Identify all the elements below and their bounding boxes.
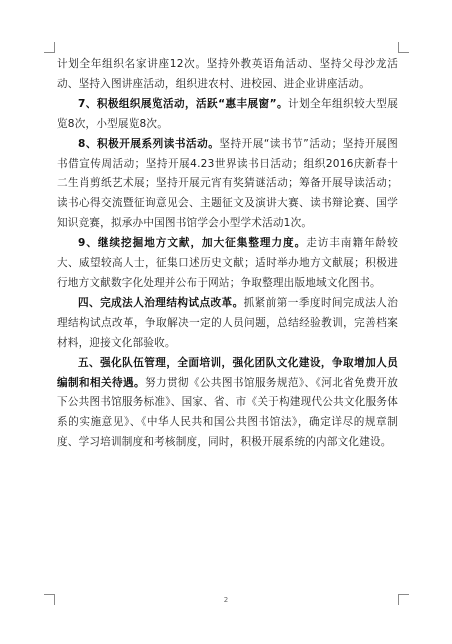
- paragraph-local-documents: [57, 234, 398, 294]
- paragraph-text: 走访丰南籍年龄较大、威望较高人士，征集口述历史文献；适时举办地方文献展；积极进行地方文献数字化处理并公布于网站；争取整理出版地域文化图书。: [57, 237, 398, 289]
- document-body: [57, 55, 398, 453]
- paragraph-text: 坚持开展“读书节”活动；坚持开展图书借宣传周活动；坚持开展4.23世界读书日活动；组织2016庆新春十二生肖剪纸艺术展；坚持开展元宵有奖猜谜活动；筹备开展导读活动；读书心得交流暨征询意见会、主题征文及演讲大赛、读书辩论赛、国学知识竞赛，拟承办中国图书馆学会小型学术活动1次。: [57, 137, 398, 230]
- paragraph-text: 努力贯彻《公共图书馆服务规范》、《河北省免费开放下公共图书馆服务标准》、国家、省、市《关于构建现代公共文化服务体系的实施意见》、《中华人民共和国公共图书馆法》，确定详尽的规章制度、学习培训制度和考核制度，同时，积极开展系统的内部文化建设。: [57, 376, 398, 449]
- paragraph-heading: 五、强化队伍管理，全面培训，强化团队文化建设，争取增加人员编制和相关待遇。: [57, 356, 398, 389]
- paragraph-heading: 9、继续挖掘地方文献，加大征集整理力度。: [78, 237, 307, 250]
- paragraph-heading: 四、完成法人治理结构试点改革。: [78, 296, 244, 309]
- paragraph-exhibitions: [57, 95, 398, 135]
- paragraph-reading-activities: [57, 135, 398, 235]
- paragraph-governance-reform: [57, 294, 398, 354]
- page-number: 2: [223, 596, 229, 604]
- paragraph-heading: 8、积极开展系列读书活动。: [78, 137, 220, 150]
- paragraph-lectures: [57, 55, 398, 95]
- crop-mark-top-left: [44, 42, 55, 53]
- paragraph-text: 抓紧前第一季度时间完成法人治理结构试点改革，争取解决一定的人员问题，总结经验教训，完善档案材料，迎接文化部验收。: [57, 296, 398, 349]
- paragraph-text: 计划全年组织较大型展览8次，小型展览8次。: [57, 97, 399, 130]
- paragraph-heading: 7、积极组织展览活动，活跃“惠丰展窗”。: [78, 97, 288, 110]
- crop-mark-top-right: [398, 42, 409, 53]
- paragraph-text: 计划全年组织名家讲座12次。坚持外教英语角活动、坚持父母沙龙活动、坚持入图讲座活动，组织进农村、进校园、进企业讲座活动。: [57, 58, 398, 90]
- paragraph-team-management: [57, 354, 398, 454]
